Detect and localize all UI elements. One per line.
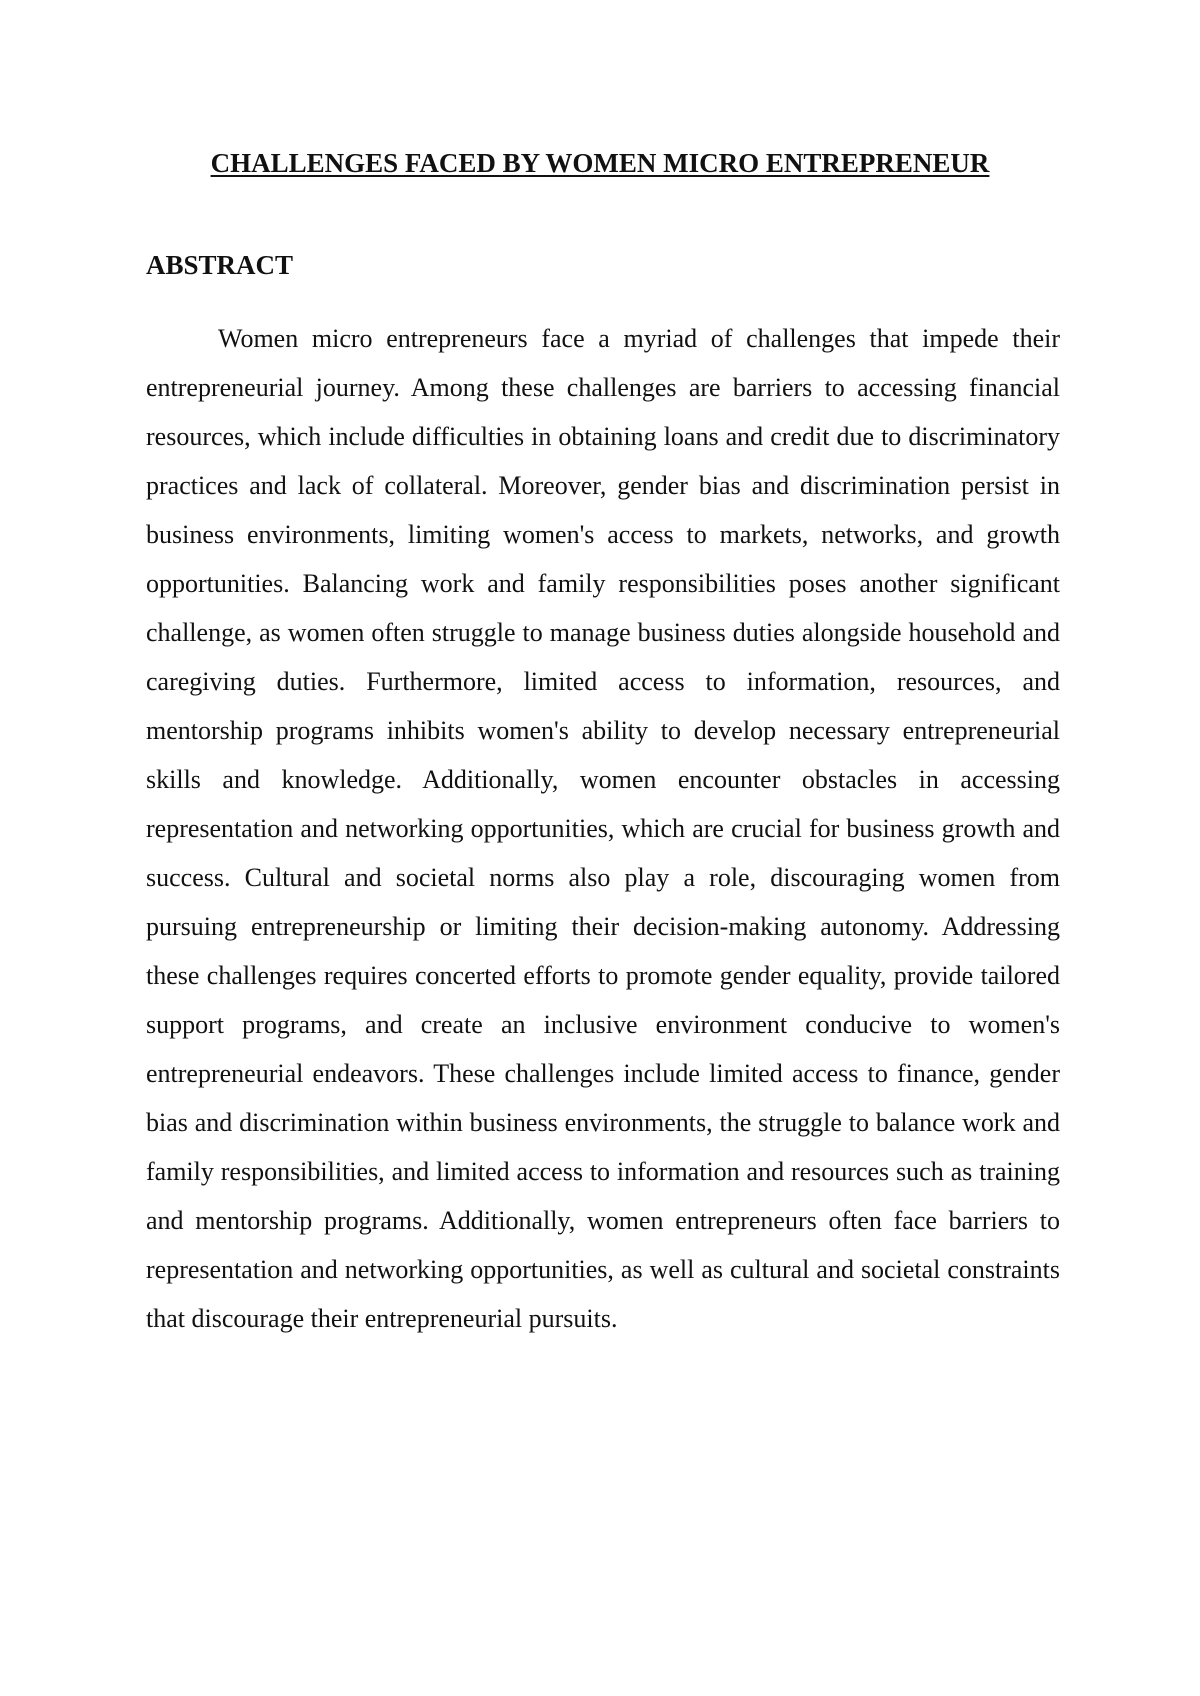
abstract-heading: ABSTRACT — [146, 250, 294, 280]
document-title: CHALLENGES FACED BY WOMEN MICRO ENTREPRENEUR — [210, 148, 990, 178]
abstract-paragraph: Women micro entrepreneurs face a myriad of challenges that impede their entrepreneurial journey. Among these challenges are barriers to accessing financial resources, which include difficulties in obtaining loans and credit due to discriminatory practices and lack of collateral. Moreover, gender bias and discrimination persist in business environments, limiting women's access to markets, networks, and growth opportunities. Balancing work and family responsibilities poses another significant challenge, as women often struggle to manage business duties alongside household and caregiving duties. Furthermore, limited access to information, resources, and mentorship programs inhibits women's ability to develop necessary entrepreneurial skills and knowledge. Additionally, women encounter obstacles in accessing representation and networking opportunities, which are crucial for business growth and success. Cultural and societal norms also play a role, discouraging women from pursuing entrepreneurship or limiting their decision-making autonomy. Addressing these challenges requires concerted efforts to promote gender equality, provide tailored support programs, and create an inclusive environment conducive to women's entrepreneurial endeavors. These challenges include limited access to finance, gender bias and discrimination within business environments, the struggle to balance work and family responsibilities, and limited access to information and resources such as training and mentorship programs. Additionally, women entrepreneurs often face barriers to representation and networking opportunities, as well as cultural and societal constraints that discourage their entrepreneurial pursuits. — [146, 324, 1060, 1333]
